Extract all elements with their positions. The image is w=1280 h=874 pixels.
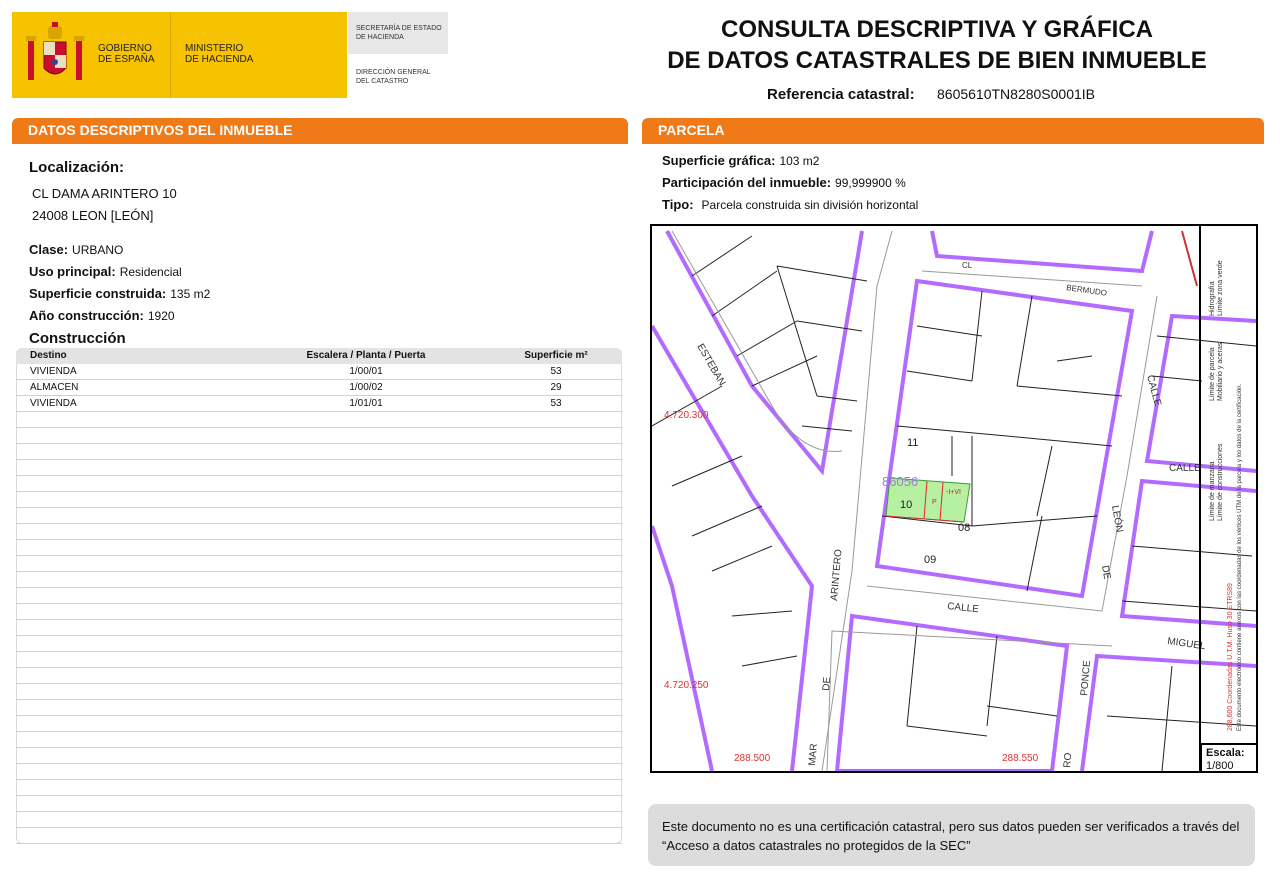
table-row bbox=[16, 508, 622, 524]
table-row bbox=[16, 588, 622, 604]
map-label-p: P bbox=[932, 499, 937, 506]
legend-coords: 288,600 Coordenadas U.T.M. Huso 30 ETRS89 bbox=[1227, 583, 1234, 731]
section-bar-inmueble: DATOS DESCRIPTIVOS DEL INMUEBLE bbox=[12, 118, 628, 142]
cell-superficie: 53 bbox=[550, 366, 562, 377]
table-row bbox=[16, 556, 622, 572]
address: CL DAMA ARINTERO 10 24008 LEON [LEÓN] bbox=[32, 186, 177, 223]
table-row bbox=[16, 572, 622, 588]
legend-hidro: Hidrografía bbox=[1209, 281, 1216, 316]
table-row bbox=[16, 828, 622, 844]
table-row bbox=[16, 716, 622, 732]
ministry-name: MINISTERIO DE HACIENDA bbox=[185, 43, 254, 65]
map-street-calle-1: CALLE bbox=[1144, 373, 1163, 408]
table-row bbox=[16, 444, 622, 460]
map-street-calle-2: CALLE bbox=[1169, 463, 1201, 474]
legend-mob: Mobiliario y aceras bbox=[1217, 342, 1224, 401]
map-street-esteban: ESTEBAN bbox=[694, 342, 728, 388]
superficie-value: 135 m2 bbox=[170, 287, 211, 301]
table-row bbox=[16, 380, 622, 396]
tipo-label: Tipo: bbox=[662, 197, 694, 212]
section-rule bbox=[12, 142, 628, 144]
map-street-bermudo: BERMUDO bbox=[1065, 283, 1108, 298]
map-parcel-ref: 86056 bbox=[882, 474, 919, 489]
map-street-de-1: DE bbox=[1099, 564, 1113, 581]
parcel-details bbox=[662, 150, 918, 216]
table-row bbox=[16, 732, 622, 748]
map-parcel-08: 08 bbox=[958, 522, 971, 534]
gov-name: GOBIERNO DE ESPAÑA bbox=[98, 43, 155, 65]
participacion-label: Participación del inmueble: bbox=[662, 175, 832, 190]
map-scale bbox=[1200, 743, 1256, 771]
section-rule-parcela bbox=[642, 142, 1264, 144]
table-row bbox=[16, 700, 622, 716]
map-street-arintero: ARINTERO bbox=[829, 548, 845, 602]
map-street-mar: MAR bbox=[807, 743, 820, 767]
table-row bbox=[16, 796, 622, 812]
construccion-title: Construcción bbox=[29, 330, 126, 347]
cell-escalera: 1/00/02 bbox=[349, 382, 383, 393]
col-superficie: Superficie m² bbox=[524, 350, 588, 361]
uso-label: Uso principal: bbox=[29, 264, 116, 279]
table-row bbox=[16, 652, 622, 668]
map-street-miguel: MIGUEL bbox=[1166, 636, 1207, 653]
coat-of-arms-icon bbox=[24, 22, 86, 86]
cell-superficie: 53 bbox=[550, 398, 562, 409]
anio-value: 1920 bbox=[147, 309, 175, 323]
map-coord-x1: 288.500 bbox=[734, 753, 771, 764]
col-escalera: Escalera / Planta / Puerta bbox=[306, 350, 426, 361]
page-title: CONSULTA DESCRIPTIVA Y GRÁFICA DE DATOS CATASTRALES DE BIEN INMUEBLE bbox=[667, 16, 1207, 74]
table-row bbox=[16, 780, 622, 796]
section-bar-parcela: PARCELA bbox=[642, 118, 1264, 142]
col-destino: Destino bbox=[30, 350, 67, 361]
table-row bbox=[16, 604, 622, 620]
map-street-calle-3: CALLE bbox=[946, 601, 980, 616]
cell-destino: VIVIENDA bbox=[30, 398, 77, 409]
disclaimer-note: Este documento no es una certificación catastral, pero sus datos pueden ser verificados a través del “Acceso a datos catastrales no protegidos de la SEC” bbox=[648, 804, 1255, 866]
scale-label: Escala: bbox=[1206, 747, 1245, 759]
superficie-grafica-label: Superficie gráfica: bbox=[662, 153, 776, 168]
map-street-de-2: DE bbox=[821, 676, 834, 692]
logo-divider bbox=[170, 12, 171, 98]
cell-destino: ALMACEN bbox=[30, 382, 79, 393]
table-row bbox=[16, 492, 622, 508]
table-row bbox=[16, 540, 622, 556]
map-coord-y2: 4.720.250 bbox=[664, 680, 709, 691]
table-row bbox=[16, 428, 622, 444]
participacion-value: 99,999900 % bbox=[835, 176, 906, 190]
uso-value: Residencial bbox=[119, 265, 182, 279]
secretaria-name: SECRETARÍA DE ESTADO DE HACIENDA bbox=[356, 25, 442, 41]
table-row bbox=[16, 412, 622, 428]
superficie-label: Superficie construida: bbox=[29, 286, 167, 301]
localizacion-label: Localización: bbox=[29, 159, 125, 176]
scale-value: 1/800 bbox=[1206, 760, 1234, 772]
table-row bbox=[16, 460, 622, 476]
clase-value: URBANO bbox=[72, 243, 124, 257]
table-row bbox=[16, 812, 622, 828]
table-row bbox=[16, 476, 622, 492]
table-row bbox=[16, 620, 622, 636]
cell-escalera: 1/01/01 bbox=[349, 398, 383, 409]
table-row bbox=[16, 396, 622, 412]
table-row bbox=[16, 668, 622, 684]
map-street-cl: CL bbox=[962, 261, 973, 270]
tipo-value: Parcela construida sin división horizontal bbox=[701, 198, 919, 212]
map-parcel-09: 09 bbox=[924, 554, 937, 566]
table-body bbox=[16, 364, 622, 844]
table-row bbox=[16, 364, 622, 380]
map-street-ro: RO bbox=[1062, 752, 1075, 769]
map-parcel-11: 11 bbox=[907, 437, 919, 449]
property-details bbox=[29, 239, 210, 327]
table-header bbox=[16, 348, 622, 364]
anio-label: Año construcción: bbox=[29, 308, 144, 323]
table-row bbox=[16, 748, 622, 764]
table-row bbox=[16, 524, 622, 540]
legend-grey: Límite de construcciones bbox=[1217, 443, 1224, 521]
legend-doc: Este documento electrónico contiene anexos con las coordenadas de los vértices UTM de la parcela y los datos de la certificación. bbox=[1237, 383, 1243, 731]
cell-destino: VIVIENDA bbox=[30, 366, 77, 377]
cadastral-map[interactable] bbox=[650, 224, 1258, 773]
ref-catastral-label: Referencia catastral: bbox=[767, 86, 915, 103]
map-street-ponce: PONCE bbox=[1079, 659, 1094, 697]
table-row bbox=[16, 764, 622, 780]
direccion-name: DIRECCIÓN GENERAL DEL CATASTRO bbox=[356, 69, 431, 85]
legend-green: Límite zona verde bbox=[1217, 260, 1224, 316]
map-coord-x2: 288.550 bbox=[1002, 753, 1039, 764]
table-row bbox=[16, 684, 622, 700]
superficie-grafica-value: 103 m2 bbox=[779, 154, 820, 168]
construction-table bbox=[16, 348, 622, 844]
map-label-jev: -I+VI bbox=[946, 489, 961, 496]
legend-red: Límite de parcela bbox=[1209, 347, 1216, 401]
clase-label: Clase: bbox=[29, 242, 69, 257]
legend-black: Límite de manzana bbox=[1209, 461, 1216, 521]
map-parcel-10: 10 bbox=[900, 499, 913, 511]
map-coord-y1: 4.720.300 bbox=[664, 410, 709, 421]
cell-superficie: 29 bbox=[550, 382, 562, 393]
ref-catastral-value: 8605610TN8280S0001IB bbox=[937, 86, 1096, 102]
table-row bbox=[16, 636, 622, 652]
cell-escalera: 1/00/01 bbox=[349, 366, 383, 377]
map-street-leon: LEÓN bbox=[1109, 504, 1125, 534]
